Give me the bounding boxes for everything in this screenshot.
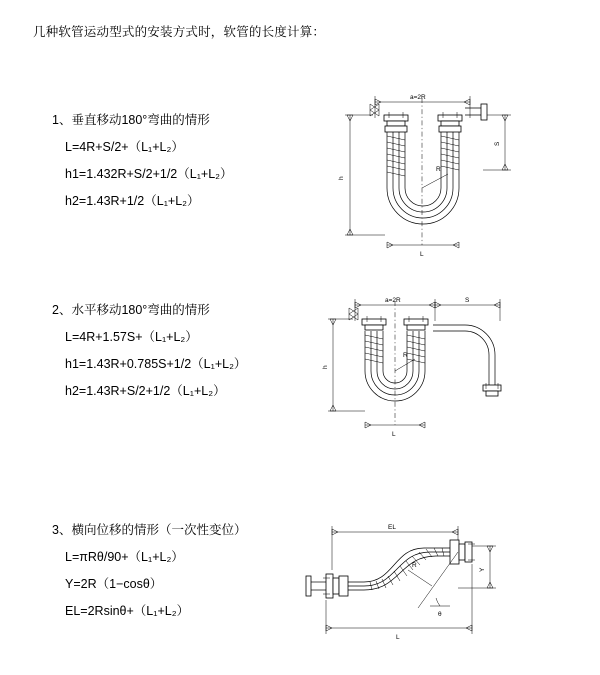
section-1-formula-3: h2=1.43R+1/2（L₁+L₂） (65, 194, 200, 208)
section-2-formula-2: h1=1.43R+0.785S+1/2（L₁+L₂） (65, 357, 247, 371)
section-3-formula-1: L=πRθ/90+（L₁+L₂） (65, 550, 184, 564)
section-1-text (52, 110, 312, 218)
figure-horizontal-180-bend (315, 285, 540, 445)
figure-3-top-dim-label: EL (388, 524, 396, 531)
figure-1-top-dim-label: a=2R (410, 94, 426, 101)
figure-1-right-dim-label: S (494, 141, 501, 146)
figure-3-bottom-label: L (396, 634, 400, 641)
figure-lateral-offset (290, 510, 540, 650)
figure-1-left-dim-label: h (338, 176, 345, 180)
section-1-title: 1、垂直移动180°弯曲的情形 (52, 113, 210, 127)
section-3-formula-2: Y=2R（1−cosθ） (65, 577, 163, 591)
figure-2-bottom-label: L (392, 431, 396, 438)
section-2-formula-3: h2=1.43R+S/2+1/2（L₁+L₂） (65, 384, 226, 398)
section-2-title: 2、水平移动180°弯曲的情形 (52, 303, 210, 317)
section-3-text (52, 520, 312, 628)
figure-2-radius-label: R (403, 352, 408, 359)
figure-2-left-dim-label: h (322, 365, 329, 369)
section-1-formula-2: h1=1.432R+S/2+1/2（L₁+L₂） (65, 167, 233, 181)
figure-3-radius-label: R (412, 562, 417, 569)
section-3-title: 3、横向位移的情形（一次性变位） (52, 523, 247, 537)
section-2-text (52, 300, 312, 408)
page-title: 几种软管运动型式的安装方式时，软管的长度计算： (33, 25, 326, 39)
figure-1-radius-label: R (436, 166, 441, 173)
figure-vertical-180-bend (315, 70, 540, 270)
section-3-formula-3: EL=2Rsinθ+（L₁+L₂） (65, 604, 190, 618)
figure-2-top-dim2-label: S (465, 297, 470, 304)
section-1-formula-1: L=4R+S/2+（L₁+L₂） (65, 140, 184, 154)
figure-3-right-dim-label: Y (479, 567, 486, 572)
section-2-formula-1: L=4R+1.57S+（L₁+L₂） (65, 330, 198, 344)
figure-2-top-dim-label: a=2R (385, 297, 401, 304)
figure-3-angle-label: θ (438, 611, 442, 618)
figure-1-bottom-label: L (420, 251, 424, 258)
